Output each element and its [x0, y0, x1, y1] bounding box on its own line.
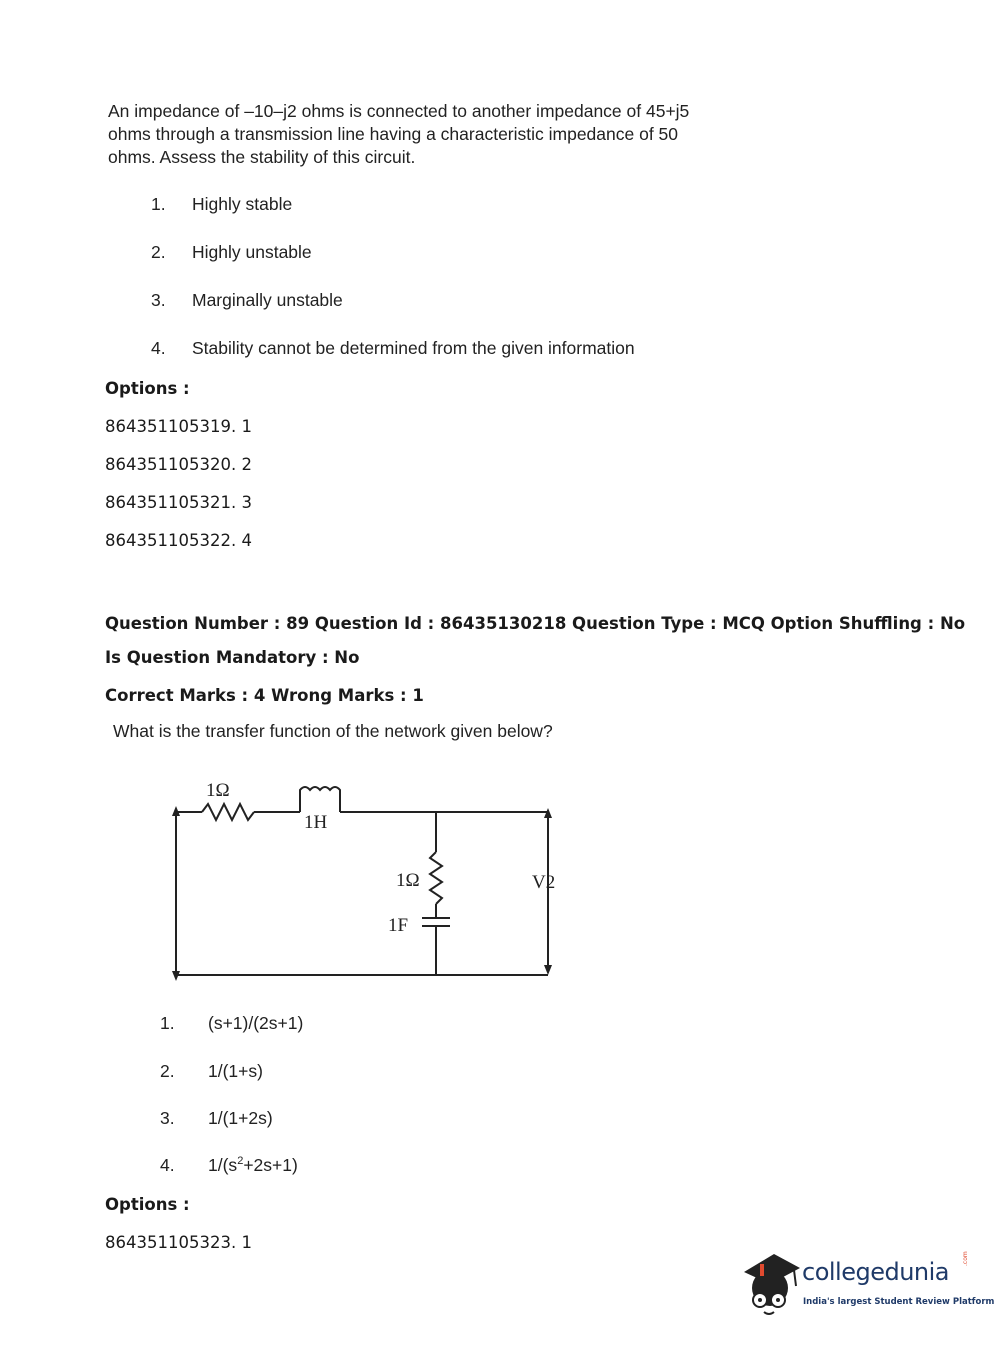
choice-text-sup: 2	[237, 1155, 244, 1168]
choice-text: 1/(1+2s)	[208, 1108, 273, 1128]
question-text: What is the transfer function of the network given below?	[113, 721, 553, 741]
resistor-r1	[202, 804, 254, 820]
choice-number: 3.	[160, 1108, 175, 1128]
r1-label: 1Ω	[206, 780, 230, 801]
choice-text: (s+1)/(2s+1)	[208, 1013, 304, 1033]
logo-tagline: India's largest Student Review Platform	[803, 1297, 995, 1307]
l-label: 1H	[304, 812, 328, 833]
r2-label: 1Ω	[396, 870, 420, 891]
option-id: 864351105319. 1	[105, 417, 252, 436]
inductor-l	[300, 787, 340, 812]
question-text-prev: An impedance of –10–j2 ohms is connected to another impedance of 45+j5 ohms through a transmission line having a characteristic impedance of 50 ohms. Assess the stability of this circuit.	[108, 101, 690, 167]
choice-number: 3.	[151, 290, 166, 310]
choice-number: 4.	[151, 338, 166, 358]
option-id: 864351105320. 2	[105, 455, 252, 474]
circuit-diagram	[160, 770, 580, 985]
arrow-head	[544, 965, 552, 975]
choice-text: Stability cannot be determined from the given information	[192, 338, 635, 358]
choice-text-pre: 1/(s	[208, 1155, 238, 1175]
choice-text	[208, 1155, 298, 1176]
choice-text: Highly stable	[192, 194, 293, 214]
logo-name: collegedunia	[802, 1258, 950, 1286]
choice-number: 2.	[151, 242, 166, 262]
v2-label: V2	[532, 872, 556, 893]
question-mandatory: Is Question Mandatory : No	[105, 648, 360, 667]
c-label: 1F	[388, 915, 409, 936]
logo-com: .com	[962, 1251, 969, 1266]
question-marks: Correct Marks : 4 Wrong Marks : 1	[105, 686, 424, 705]
options-label: Options :	[105, 379, 190, 398]
choice-number: 2.	[160, 1061, 175, 1081]
option-id: 864351105322. 4	[105, 531, 252, 550]
option-id: 864351105323. 1	[105, 1233, 252, 1252]
choice-text: Highly unstable	[192, 242, 312, 262]
option-id: 864351105321. 3	[105, 493, 252, 512]
choice-text: 1/(1+s)	[208, 1061, 263, 1081]
choice-number: 4.	[160, 1155, 175, 1175]
choice-text-post: +2s+1)	[243, 1155, 298, 1175]
question-meta-line: Question Number : 89 Question Id : 86435130218 Question Type : MCQ Option Shuffling : No	[105, 614, 966, 633]
choice-number: 1.	[151, 194, 166, 214]
options-label: Options :	[105, 1195, 190, 1214]
choice-number: 1.	[160, 1013, 175, 1033]
choice-text: Marginally unstable	[192, 290, 343, 310]
collegedunia-logo[interactable]	[740, 1250, 995, 1320]
resistor-r2	[430, 852, 442, 904]
mascot-icon	[740, 1250, 802, 1320]
